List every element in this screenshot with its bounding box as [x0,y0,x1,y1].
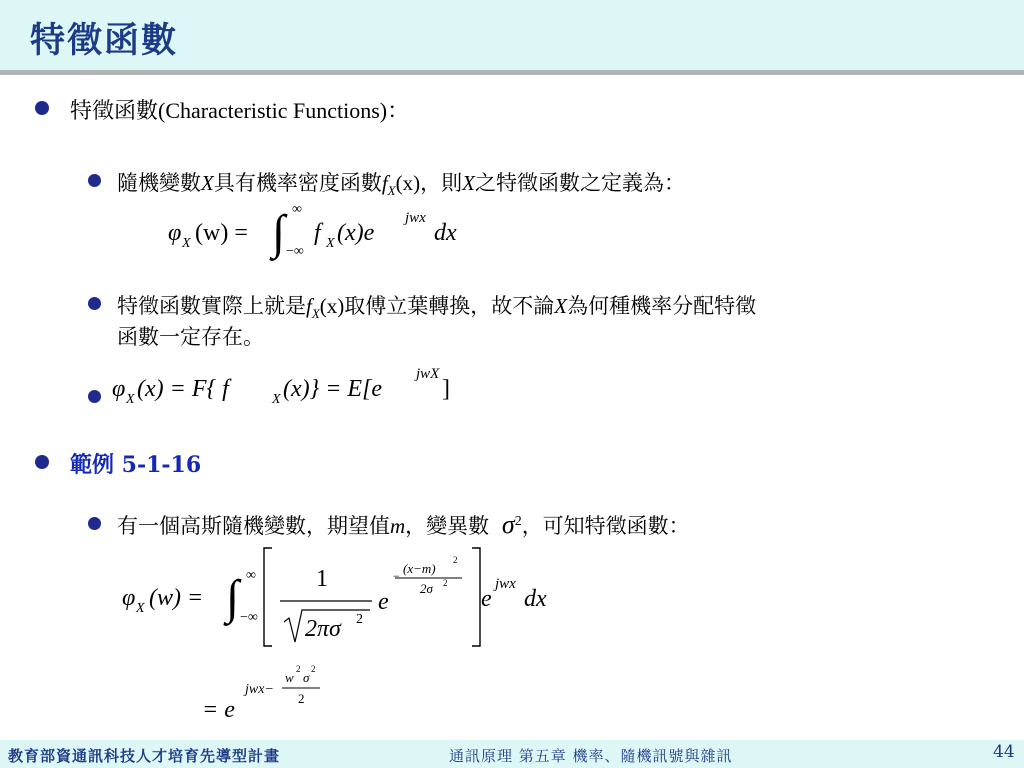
bullet-text-en: (Characteristic Functions) [158,98,388,123]
sub-bullet-icon [88,390,101,403]
text: 具有機率密度函數 [213,171,382,195]
exponent-denominator-square: 2 [443,578,448,588]
subscript-x: X [182,236,191,251]
fraction-denominator: 2πσ [305,616,341,642]
page-number: 44 [993,742,1015,762]
eq-part: ] [442,376,450,402]
integral-upper-limit: ∞ [246,568,256,583]
text: 為何種機率分配特徵 [567,294,757,318]
body-arg: (x)e [337,220,375,246]
exponent-numerator-w: w [285,670,294,685]
dx: dx [434,220,457,246]
phi-symbol: φ [122,585,136,611]
sigma-symbol: σ [501,510,515,539]
exponent-denominator: 2 [298,691,305,706]
f-symbol: f [314,220,321,246]
phi-symbol: φ [112,376,126,402]
mean-symbol: m [390,514,406,538]
e-symbol: e [378,589,389,615]
text: ，則 [420,171,463,195]
sub-bullet-fourier-line2: 函數一定存在。 [117,325,264,349]
exponent-denominator: 2σ [420,581,433,596]
exponent-minus: − [393,569,400,583]
square: 2 [514,514,522,529]
var-x: X [201,171,214,195]
paren-x: (x) [395,171,421,195]
sub-bullet-icon [88,297,101,310]
result-lhs: = e [202,697,235,723]
bullet-icon [35,101,49,115]
exponent-sigma-square: 2 [311,664,316,674]
sub-bullet-fourier-line1 [117,290,756,322]
e-symbol: e [481,586,492,612]
exponent: jwx [495,576,516,592]
subscript-x: X [311,306,320,322]
exponent-w-square: 2 [296,664,301,674]
paren-x: (x) [319,294,345,318]
subscript-x: X [387,183,396,199]
exponent: jwX [416,366,440,382]
sub-bullet-gaussian [117,510,690,540]
eq-part: (x)} = E[e [283,376,383,402]
title-divider [0,70,1024,75]
footer-course-chapter: 通訊原理 第五章 機率、隨機訊號與雜訊 [449,747,733,765]
phi-symbol: φ [168,220,182,246]
bracket-and-fraction-lines [262,546,492,650]
var-x: X [554,294,568,318]
exponent-fraction-line [282,686,322,690]
text: 之特徵函數之定義為： [474,171,685,195]
subscript-x: X [326,236,335,251]
slide-title: 特徵函數 [30,20,179,61]
integral-upper-limit: ∞ [292,202,302,217]
sub-bullet-icon [88,174,101,187]
var-x: X [462,171,475,195]
exponent: jwx [405,210,426,226]
integral-lower-limit: −∞ [286,244,304,259]
text: 有一個高斯隨機變數，期望值 [117,514,390,538]
subscript-x: X [272,392,281,407]
sub-bullet-definition [117,167,685,199]
text: 特徵函數實際上就是 [117,294,306,318]
fraction-numerator: 1 [316,566,328,592]
integral-sign: ∫ [272,206,286,259]
integral-sign: ∫ [226,571,240,624]
text: ，可知特徵函數： [521,514,690,538]
sub-bullet-icon [88,517,101,530]
example-label: 範例 5-1-16 [70,452,202,478]
bullet-colon: ： [387,99,410,124]
subscript-x: X [126,392,135,407]
exponent-numerator-square: 2 [453,555,458,565]
footer-project-name: 教育部資通訊科技人才培育先導型計畫 [8,747,281,765]
exponent-jwx: jwx− [245,682,274,697]
f-symbol: f [306,294,312,318]
dx: dx [524,586,547,612]
subscript-x: X [136,601,145,616]
integral-lower-limit: −∞ [240,610,258,625]
f-symbol: f [381,171,388,195]
bullet-characteristic-functions [70,94,409,125]
text: 取傅立葉轉換，故不論 [344,294,555,318]
eq-part: (x) = F{ f [137,376,229,402]
text: 隨機變數 [117,171,201,195]
lhs-arg: (w) = [195,220,248,246]
lhs-arg: (w) = [149,585,204,611]
denominator-square: 2 [356,612,363,627]
bullet-text-zh: 特徵函數 [70,99,159,124]
exponent-sigma: σ [303,670,310,685]
text: ，變異數 [405,514,490,538]
exponent-numerator: (x−m) [403,561,436,576]
bullet-icon [35,455,49,469]
